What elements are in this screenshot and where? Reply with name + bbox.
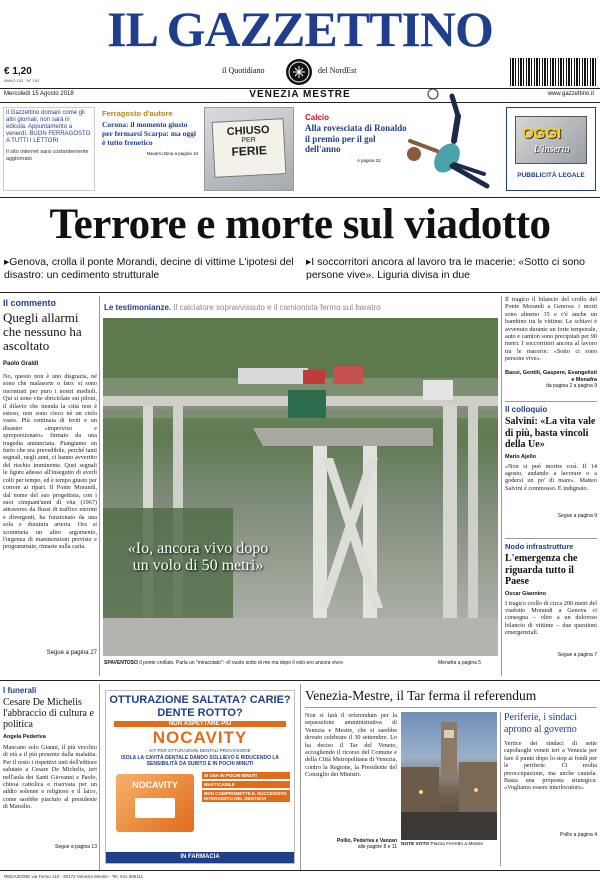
- date: Mercoledì 15 Agosto 2018: [4, 91, 74, 97]
- nodo-text: I tragico crollo di circa 200 metri del viadotto Morandi a Genova ci consegna – oltre a un doloroso bilancio di vittime – due questioni emergenziali.: [505, 599, 597, 637]
- commento-ref: Segue a pagina 27: [46, 650, 97, 656]
- colloquio-ref: Segue a pagina 9: [557, 512, 597, 519]
- calcio-ref: A pagina 22: [357, 157, 381, 163]
- bridge-collapse-photo: [103, 318, 498, 656]
- colloquio-text: «Non si può morire così. Il 14 agosto, andando a lavorare o a godersi un po' di mare». Matteo Salvini è commosso. E indignato.: [505, 462, 597, 492]
- funerali-title: Cesare De Michelis l'abbraccio di cultura e politica: [3, 697, 94, 730]
- caption-text: Il ponte crollato. Parla un "miracolato": «Il vuoto sotto di me ma dopo il volo ero ancora vivo»: [139, 660, 344, 666]
- periferie-article[interactable]: [504, 712, 597, 866]
- sign-line-1: CHIUSO: [226, 123, 270, 139]
- colloquio-article[interactable]: [505, 405, 597, 535]
- tagline-right: del NordEst: [318, 66, 357, 75]
- oggi-inserto-box[interactable]: [506, 107, 596, 191]
- ad-bullet-3: NON COMPROMETTE IL SUCCESSIVO INTERVENTO DEL DENTISTA: [202, 790, 290, 802]
- ad-brand: NOCAVITY: [152, 728, 248, 747]
- periferie-text: Vertice dei sindaci di sette capoluoghi veneti ieri a Venezia per fare il punto dopo lo stop ai fondi per le periferie. Ci molta preoccupazione, ma anche cautela. Basta una proposta strategica: «Vogliamo essere interlocutori».: [504, 740, 597, 792]
- referendum-headline[interactable]: Venezia-Mestre, il Tar ferma il referendum: [305, 688, 537, 703]
- ferragosto-ref: Navarro Dina a pagina 10: [146, 151, 198, 156]
- funerali-ref: Segue a pagina 13: [55, 844, 97, 850]
- player-figure: [392, 86, 502, 198]
- ad-pack-label: NOCAVITY: [132, 780, 178, 790]
- ad-footer: IN FARMACIA: [106, 852, 294, 863]
- commento-text: No, questo non è uno disgrazia, né sono che malasorte o fato: si sono incontrati per puro i nostri medioli. Qui si sono vite sbriciolate sui piloni, il dilavio che inonda la città non è esteso, non sono cieco né un cielo vasto. Più centinaia di feriti e un disastro «impreviso e sproporzionato» firmato da una tragedia annunciata. Piangiamo un furto che era prevedibile, perché tanti segnali, negli anni, ci hanno avvertito del rischio imminente. Quei segnali le ligure adesso all'inseguito di averli colti per tempo, ed è tempo giusto per correre ai ripari. Il Ponte Morandi, dal nome del suo progettista, con i suoi cinquant'anni di vita (1967) attraverso da flussi di traffico enormi e divergenti, ha funzionato da una sola e duratura arteria. Ora si scommeta un altro argomento, l'urgenza di manutenzioni previste e programmate, rimaste sulla carta.: [3, 373, 97, 551]
- nodo-ref: Segue a pagina 7: [557, 651, 597, 658]
- oggi-label: OGGI: [522, 125, 562, 142]
- inserto-label: L'inserto: [534, 144, 570, 155]
- ad-line-2: ISOLA LA CAVITÀ DENTALE DANDO SOLLIEVO E RIDUCENDO LA SENSIBILITÀ DA SUBITO E IN POCHI MINUTI: [120, 755, 280, 767]
- testimonianze-text: Il calciatore sopravvissuto e il camionista fermo sul baratro: [173, 303, 381, 312]
- nodo-title: L'emergenza che riguarda tutto il Paese: [505, 553, 578, 587]
- barcode: [510, 58, 596, 86]
- intro-authors: Bassi, Gentili, Gaspere, Evangelisti e Menafra: [505, 370, 597, 383]
- website[interactable]: www.gazzettino.it: [547, 91, 594, 97]
- lead-headline[interactable]: Terrore e morte sul viadotto: [49, 201, 551, 248]
- ad-sub: NON ASPETTARE PIÙ: [114, 721, 286, 727]
- referendum-authors: Pollio, Pederiva e Vanzan: [336, 838, 397, 844]
- ad-bullet-2: MASTICABILE: [202, 781, 290, 788]
- nodo-author: Oscar Giannino: [505, 590, 546, 597]
- pubblicita-label: PUBBLICITÀ LEGALE: [517, 172, 585, 179]
- ad-bullets: [202, 772, 290, 802]
- newspaper-title: IL GAZZETTINO: [107, 1, 493, 57]
- commento-author: Paolo Graldi: [3, 361, 39, 367]
- testimonianze-kicker: Le testimonianze.: [104, 303, 172, 312]
- colloquio-author: Mario Ajello: [505, 453, 536, 460]
- commento-kicker: Il commento: [3, 298, 57, 308]
- ad-pack: [116, 774, 194, 832]
- mestre-square-photo: [401, 712, 497, 840]
- nodo-kicker: Nodo infrastrutture: [505, 542, 574, 551]
- sign-line-2: PER: [241, 136, 256, 145]
- intro-text: Il tragico il bilancio del crollo del Ponte Morandi a Genova: i morti sono almeno 35 e c'è anche un bambino tra le vittime. Le schiavi è avvenuto durante un forte temporale, auto e camion sono precipitati per 90 metri. I soccorritori ancora al lavoro tra le macerie: «Sotto ci sono persone vive».: [505, 296, 597, 363]
- periferie-title: Periferie, i sindaci aprono al governo: [504, 712, 578, 735]
- caption-ref: Menafra a pagina 5: [438, 660, 482, 666]
- referendum-ref: alle pagine 8 e 11: [357, 844, 397, 850]
- funerali-text: Mancano solo Gianni, il più vecchio di età a il più presente dalla malattia. Per il resto i rispettivi unti dell'editore salutato a Cesare De Michelis, ieri nell'aula dei Santi Giovanni e Paolo, chiesa cattolica e riservata per un addio solenne e religioso e il laico, come sarebbe piaciuto al presidente di Marsilio.: [3, 744, 97, 811]
- sign-line-3: FERIE: [231, 143, 268, 159]
- commento-article[interactable]: [3, 298, 97, 676]
- commento-title: Quegli allarmi che nessuno ha ascoltato: [3, 310, 82, 353]
- funerali-author: Angela Pederiva: [3, 734, 46, 740]
- price: € 1,20: [4, 66, 32, 77]
- periferie-ref: Pollio a pagina 4: [560, 832, 597, 838]
- lion-logo: [286, 59, 312, 85]
- ad-line-1: KIT PER OTTURAZIONI DENTALI PROVVISORIE: [149, 748, 251, 753]
- notice-text: Il Gazzettino domani come gli altri giornali, non sarà in edicola. Appuntamento a venerdì. BUON FERRAGOSTO A TUTTI I LETTORI: [6, 110, 91, 144]
- ferragosto-teaser[interactable]: [102, 109, 198, 191]
- mestre-caption-text: Piazza Ferretto a Mestre: [430, 842, 484, 847]
- testimonianze-line[interactable]: [104, 303, 498, 312]
- lead-sub-left: ▸Genova, crolla il ponte Morandi, decine di vittime L'ipotesi del disastro: un cedimento strutturale: [4, 256, 294, 281]
- colloquio-kicker: Il colloquio: [505, 405, 548, 414]
- referendum-text: Non si farà il referendum per la separazione amministrativa di Venezia e Mestre, che si sarebbe dovuto celebrare il 30 settembre. Lo ha deciso il Tar del Veneto, accogliendo il ricorso del Comune e della Città Metropolitana di Venezia, contro la Regione, la Presidente del Consiglio dei Ministri.: [305, 712, 397, 779]
- footer-redazione: REDAZIONE via Torino 110 - 30172 Venezia Mestre - Tel. 041 665111: [4, 874, 144, 879]
- colloquio-title: Salvini: «La vita vale di più, basta vincoli della Ue»: [505, 416, 596, 450]
- funerali-kicker: I funerali: [3, 686, 37, 695]
- ferragosto-kicker: Ferragosto d'autore: [102, 109, 173, 118]
- funerali-article[interactable]: [3, 686, 97, 866]
- nodo-article[interactable]: [505, 542, 597, 672]
- calcio-title: Alla rovesciata di Ronaldo il premio per il gol dell'anno: [305, 123, 407, 154]
- tagline-left: il Quotidiano: [222, 66, 265, 75]
- referendum-article[interactable]: [305, 712, 397, 862]
- intro-ref: da pagina 2 a pagina 9: [546, 383, 597, 389]
- price-note: ANNO 132 - N° 192: [4, 78, 40, 83]
- notice-box: [3, 107, 95, 191]
- photo-quote: «Io, ancora vivo dopo un volo di 50 metri»: [127, 540, 269, 574]
- ad-title: OTTURAZIONE SALTATA? CARIE? DENTE ROTTO?: [109, 694, 291, 719]
- ad-bullet-1: SI USA IN POCHI MINUTI: [202, 772, 290, 779]
- calcio-kicker: Calcio: [305, 113, 330, 122]
- nocavity-ad[interactable]: [105, 690, 295, 864]
- lead-sub-right: ▸I soccorritori ancora al lavoro tra le macerie: «Sotto ci sono persone vive». Liguria divisa in due: [306, 256, 585, 281]
- mestre-caption-label: NOTE VOTO: [401, 842, 430, 847]
- ferragosto-title: Corona: il momento giusto per fermarsi Scarpa: ma oggi è tutto frenetico: [102, 120, 197, 147]
- intro-article[interactable]: [505, 296, 597, 398]
- edition: VENEZIA MESTRE: [249, 89, 351, 100]
- notice-text-2: Il sito internet sarà costantemente aggiornato: [6, 149, 89, 162]
- mestre-photo-caption: [401, 842, 497, 848]
- caption-label: SPAVENTOSO: [104, 660, 138, 666]
- closed-sign-photo: [204, 107, 294, 191]
